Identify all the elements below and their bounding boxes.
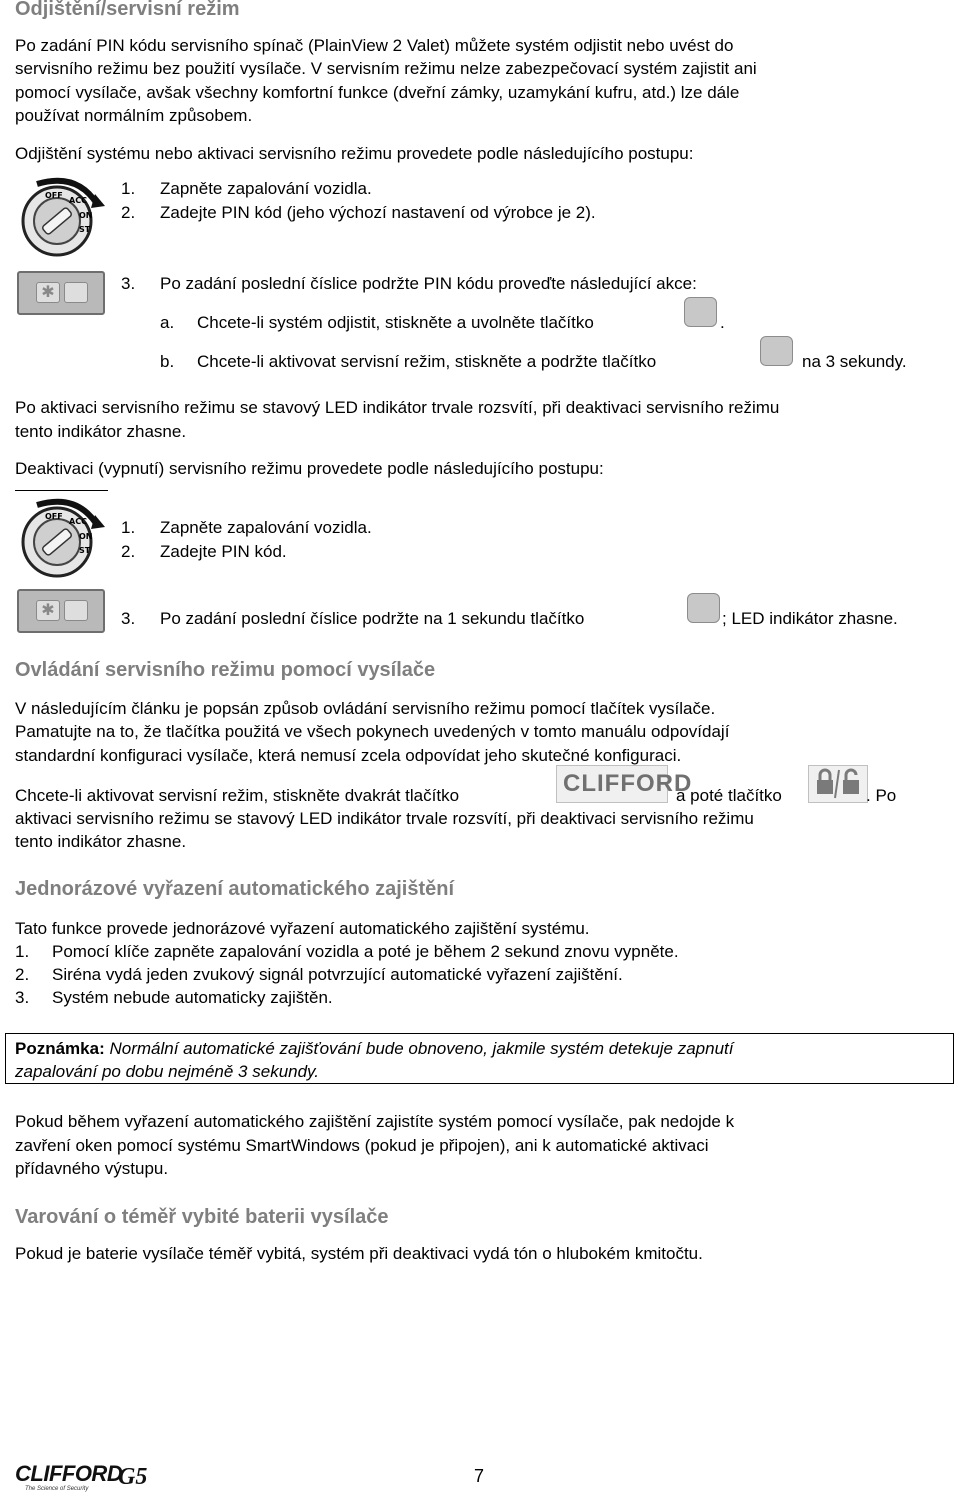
step-text: Po zadání poslední číslice podržte na 1 sekundu tlačítko xyxy=(160,609,585,628)
step-text: Systém nebude automaticky zajištěn. xyxy=(52,988,333,1007)
clifford-logo xyxy=(15,1463,122,1493)
paragraph-line: Pokud během vyřazení automatického zajištění zajistíte systém pomocí vysílače, pak nedojde k xyxy=(15,1112,735,1131)
valet-button-icon xyxy=(760,336,793,366)
step-text: Siréna vydá jeden zvukový signál potvrzující automatické vyřazení zajištění. xyxy=(52,965,623,984)
procedure-intro: Odjištění systému nebo aktivaci servisního režimu provedete podle následujícího postupu: xyxy=(15,144,694,163)
paragraph-line: Chcete-li aktivovat servisní režim, stiskněte dvakrát tlačítko xyxy=(15,786,460,805)
step-number: 3. xyxy=(121,609,136,628)
step-number: 1. xyxy=(121,518,136,537)
paragraph-line: zavření oken pomocí systému SmartWindows (pokud je připojen), ani k automatické aktivaci xyxy=(15,1136,709,1155)
procedure-intro: Deaktivaci (vypnutí) servisního režimu provedete podle následujícího postupu: xyxy=(15,459,604,478)
key-label: ACC xyxy=(69,196,87,205)
padlock-icon xyxy=(809,766,867,802)
valet-switch-icon xyxy=(17,589,105,633)
paragraph-line: standardní konfiguraci vysílače, která nemusí zcela odpovídat jeho skutečné konfiguraci. xyxy=(15,746,682,765)
key-label: OFF xyxy=(45,191,63,200)
section-heading-auto-arm: Jednorázové vyřazení automatického zajištění xyxy=(15,878,455,900)
g5-logo: G5 xyxy=(118,1464,148,1490)
paragraph-line: aktivaci servisního režimu se stavový LED indikátor trvale rozsvítí, při deaktivaci servisního režimu xyxy=(15,809,754,828)
section-heading-valet: Odjištění/servisní režim xyxy=(15,0,240,20)
valet-button-icon xyxy=(684,297,717,327)
note-label: Poznámka: xyxy=(15,1039,105,1058)
key-label: OFF xyxy=(45,512,63,521)
step-number: 1. xyxy=(121,179,136,198)
paragraph-line: Po aktivaci servisního režimu se stavový LED indikátor trvale rozsvítí, při deaktivaci servisního režimu xyxy=(15,398,780,417)
step-tail: ; LED indikátor zhasne. xyxy=(722,609,898,628)
step-text: Zadejte PIN kód. xyxy=(160,542,287,561)
paragraph-line: V následujícím článku je popsán způsob ovládání servisního režimu pomocí tlačítek vysílače. xyxy=(15,699,716,718)
note-text: Normální automatické zajišťování bude obnoveno, jakmile systém detekuje zapnutí xyxy=(104,1039,734,1058)
key-label: ON xyxy=(79,211,93,220)
step-text: Zapněte zapalování vozidla. xyxy=(160,179,372,198)
clifford-button-label: CLIFFORD xyxy=(563,770,693,797)
substep-letter: a. xyxy=(160,313,175,332)
page-number: 7 xyxy=(474,1466,485,1486)
paragraph-line: pomocí vysílače, avšak všechny komfortní funkce (dveřní zámky, uzamykání kufru, atd.) lze dále xyxy=(15,83,740,102)
paragraph-line: servisního režimu bez použití vysílače. V servisním režimu nelze zabezpečovací systém zajistit ani xyxy=(15,59,757,78)
paragraph-line: . Po xyxy=(866,786,897,805)
note-text: zapalování po dobu nejméně 3 sekundy. xyxy=(15,1062,320,1081)
substep-letter: b. xyxy=(160,352,175,371)
clifford-button-icon xyxy=(556,765,693,803)
paragraph-line: přídavného výstupu. xyxy=(15,1159,169,1178)
paragraph-line: Pamatujte na to, že tlačítka použitá ve všech pokynech uvedených v tomto manuálu odpovídají xyxy=(15,722,730,741)
keypad-key xyxy=(64,282,88,303)
paragraph-line: Po zadání PIN kódu servisního spínač (PlainView 2 Valet) můžete systém odjistit nebo uvést do xyxy=(15,36,734,55)
step-number: 3. xyxy=(15,988,30,1007)
keypad-key xyxy=(64,600,88,621)
substep-text: Chcete-li aktivovat servisní režim, stiskněte a podržte tlačítko xyxy=(197,352,657,371)
section-heading-battery: Varování o téměř vybité baterii vysílače xyxy=(15,1206,389,1228)
step-text: Zadejte PIN kód (jeho výchozí nastavení od výrobce je 2). xyxy=(160,203,596,222)
section-heading-transmitter: Ovládání servisního režimu pomocí vysílače xyxy=(15,659,436,681)
step-text: Pomocí klíče zapněte zapalování vozidla a poté je během 2 sekund znovu vypněte. xyxy=(52,942,679,961)
asterisk-icon: ✱ xyxy=(41,284,55,301)
step-number: 1. xyxy=(15,942,30,961)
step-number: 2. xyxy=(121,203,136,222)
ignition-key-icon xyxy=(17,172,107,262)
logo-tagline: The Science of Security xyxy=(25,1486,89,1492)
paragraph-line: tento indikátor zhasne. xyxy=(15,422,187,441)
key-label: ST xyxy=(79,546,91,555)
key-label: ST xyxy=(79,225,91,234)
step-number: 3. xyxy=(121,274,136,293)
substep-tail: . xyxy=(720,313,725,332)
key-label: ON xyxy=(79,532,93,541)
paragraph-line: a poté tlačítko xyxy=(676,786,782,805)
paragraph-line: Pokud je baterie vysílače téměř vybitá, systém při deaktivaci vydá tón o hlubokém kmitočtu. xyxy=(15,1244,703,1263)
step-number: 2. xyxy=(15,965,30,984)
substep-text: Chcete-li systém odjistit, stiskněte a uvolněte tlačítko xyxy=(197,313,594,332)
valet-button-icon xyxy=(687,593,720,623)
paragraph-line: tento indikátor zhasne. xyxy=(15,832,187,851)
asterisk-icon: ✱ xyxy=(41,602,55,619)
logo-text: CLIFFORD xyxy=(15,1461,123,1486)
ignition-key-icon xyxy=(17,493,107,583)
paragraph-line: Tato funkce provede jednorázové vyřazení automatického zajištění systému. xyxy=(15,919,590,938)
key-label: ACC xyxy=(69,517,87,526)
lock-unlock-button-icon xyxy=(808,765,868,803)
divider xyxy=(15,490,108,491)
step-text: Zapněte zapalování vozidla. xyxy=(160,518,372,537)
valet-switch-icon xyxy=(17,271,105,315)
step-text: Po zadání poslední číslice podržte PIN kódu proveďte následující akce: xyxy=(160,274,697,293)
note-line xyxy=(15,1037,734,1060)
substep-tail: na 3 sekundy. xyxy=(802,352,907,371)
paragraph-line: používat normálním způsobem. xyxy=(15,106,253,125)
step-number: 2. xyxy=(121,542,136,561)
